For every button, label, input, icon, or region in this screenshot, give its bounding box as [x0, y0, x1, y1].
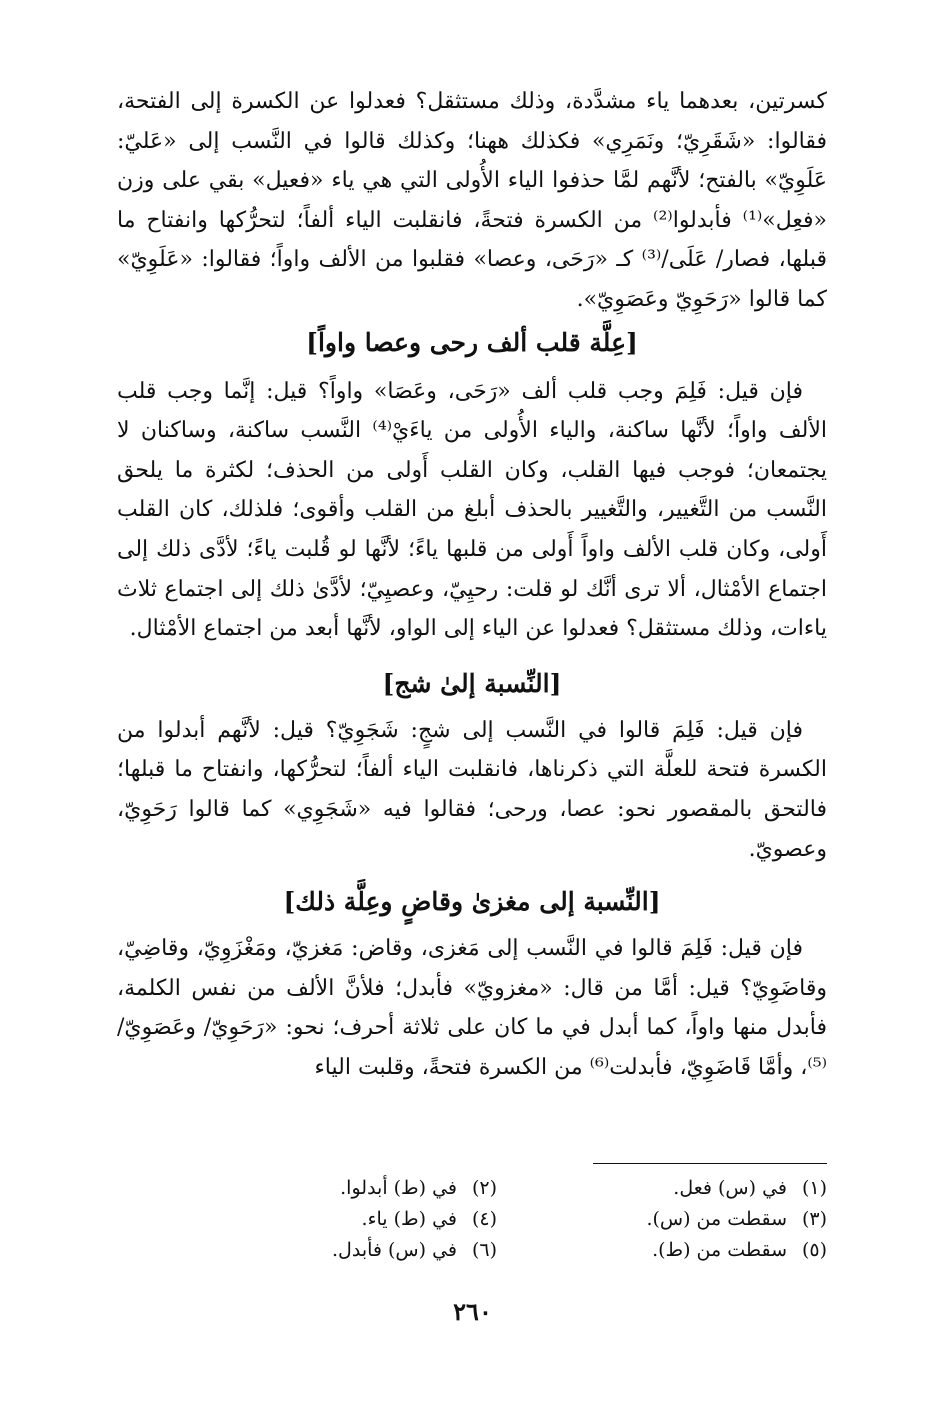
footnote-2	[167, 1173, 497, 1204]
footnote-row	[117, 1173, 827, 1204]
footnotes	[117, 1173, 827, 1266]
footnote-5	[497, 1235, 827, 1266]
footnote-3	[497, 1204, 827, 1235]
section-heading-shaj: [النِّسبة إلىٰ شج]	[382, 668, 562, 698]
footnote-row	[117, 1204, 827, 1235]
footnote-4	[167, 1204, 497, 1235]
footnote-number: (٥)	[801, 1239, 827, 1261]
footnote-1	[497, 1173, 827, 1204]
footnote-number: (١)	[801, 1177, 827, 1199]
footnote-text: سقطت من (ط).	[652, 1239, 787, 1261]
paragraph-continuation: كسرتين، بعدهما ياء مشدَّدة، وذلك مستثقل؟ فعدلوا عن الكسرة إلى الفتحة، فقالوا: «شَقَرِيّ؛ ونَمَرِي» فكذلك ههنا؛ وكذلك قالوا في النَّسب إلى «عَليّ: عَلَوِيّ» بالفتح؛ لأنَّهم لمَّا حذفوا الياء الأُولى التي هي ياء «فعيل» بقي على وزن «فعِل»⁽¹⁾ فأبدلوا⁽²⁾ من الكسرة فتحةً، فانقلبت الياء ألفاً؛ لتحرُّكها وانفتاح ما قبلها، فصار/ عَلَى/⁽³⁾ كـ «رَحَى، وعصا» فقلبوا من الألف واواً؛ فقالوا: «عَلَوِيّ» كما قالوا «رَحَوِيّ وعَصَوِيّ».	[117, 89, 828, 312]
footnote-number: (٢)	[471, 1177, 497, 1199]
footnote-6	[167, 1235, 497, 1266]
footnote-text: في (س) فأبدل.	[332, 1239, 457, 1261]
page-body	[117, 82, 827, 1087]
paragraph-shaj: فإن قيل: فَلِمَ قالوا في النَّسب إلى شجٍ: شَجَوِيّ؟ قيل: لأنَّهم أبدلوا من الكسرة فتحة للعلَّة التي ذكرناها، فانقلبت الياء ألفاً؛ لتحرُّكها، وانفتاح ما قبلها؛ فالتحق بالمقصور نحو: عصا، ورحى؛ فقالوا فيه «شَجَوِي» كما قالوا رَحَوِيّ، وعصويّ.	[117, 717, 827, 862]
footnote-divider	[593, 1163, 827, 1164]
paragraph-alif-to-waw: فإن قيل: فَلِمَ وجب قلب ألف «رَحَى، وعَصَا» واواً؟ قيل: إنَّما وجب قلب الألف واواً؛ لأنَّها ساكنة، والياء الأُولى من ياءَيْ⁽⁴⁾ النَّسب ساكنة، وساكنان لا يجتمعان؛ فوجب فيها القلب، وكان القلب أَولى من الحذف؛ لكثرة ما يلحق النَّسب من التَّغيير، والتَّغيير بالحذف أبلغ من القلب وأقوى؛ فلذلك، كان القلب أَولى، وكان قلب الألف واواً أَولى من قلبها ياءً؛ لأنَّها لو قُلبت ياءً؛ لأدَّى ذلك إلى اجتماع الأمْثال، ألا ترى أنَّك لو قلت: رحيِيّ، وعصيِيّ؛ لأدَّىٰ ذلك إلى اجتماع ثلاث ياءات، وذلك مستثقل؟ فعدلوا عن الياء إلى الواو، لأنَّها أبعد من اجتماع الأمْثال.	[117, 378, 827, 642]
footnote-number: (٣)	[801, 1208, 827, 1230]
footnote-text: في (ط) ياء.	[361, 1208, 457, 1230]
footnote-row	[117, 1235, 827, 1266]
section-heading-alif-to-waw: [عِلَّة قلب ألف رحى وعصا واواً]	[306, 327, 638, 357]
footnote-number: (٦)	[471, 1239, 497, 1261]
footnote-number: (٤)	[471, 1208, 497, 1230]
footnote-text: في (ط) أبدلوا.	[340, 1177, 457, 1199]
page-number: ٢٦٠	[453, 1297, 492, 1326]
footnote-text: في (س) فعل.	[673, 1177, 787, 1199]
footnote-text: سقطت من (س).	[646, 1208, 787, 1230]
section-heading-maghza-qad: [النِّسبة إلى مغزىٰ وقاضٍ وعِلَّة ذلك]	[283, 887, 661, 917]
paragraph-maghza-qad: فإن قيل: فَلِمَ قالوا في النَّسب إلى مَغزى، وقاض: مَغزيّ، ومَغْزَوِيّ، وقاضِيّ، وقاضَوِيّ؟ قيل: أمَّا من قال: «مغزويّ» فأبدل؛ فلأنَّ الألف من نفس الكلمة، فأبدل منها واواً، كما أبدل في ما كان على ثلاثة أحرف؛ نحو: «رَحَوِيّ/ وعَصَوِيّ/⁽⁵⁾، وأمَّا قَاضَوِيّ، فأبدلت⁽⁶⁾ من الكسرة فتحةً، وقلبت الياء	[117, 936, 827, 1080]
